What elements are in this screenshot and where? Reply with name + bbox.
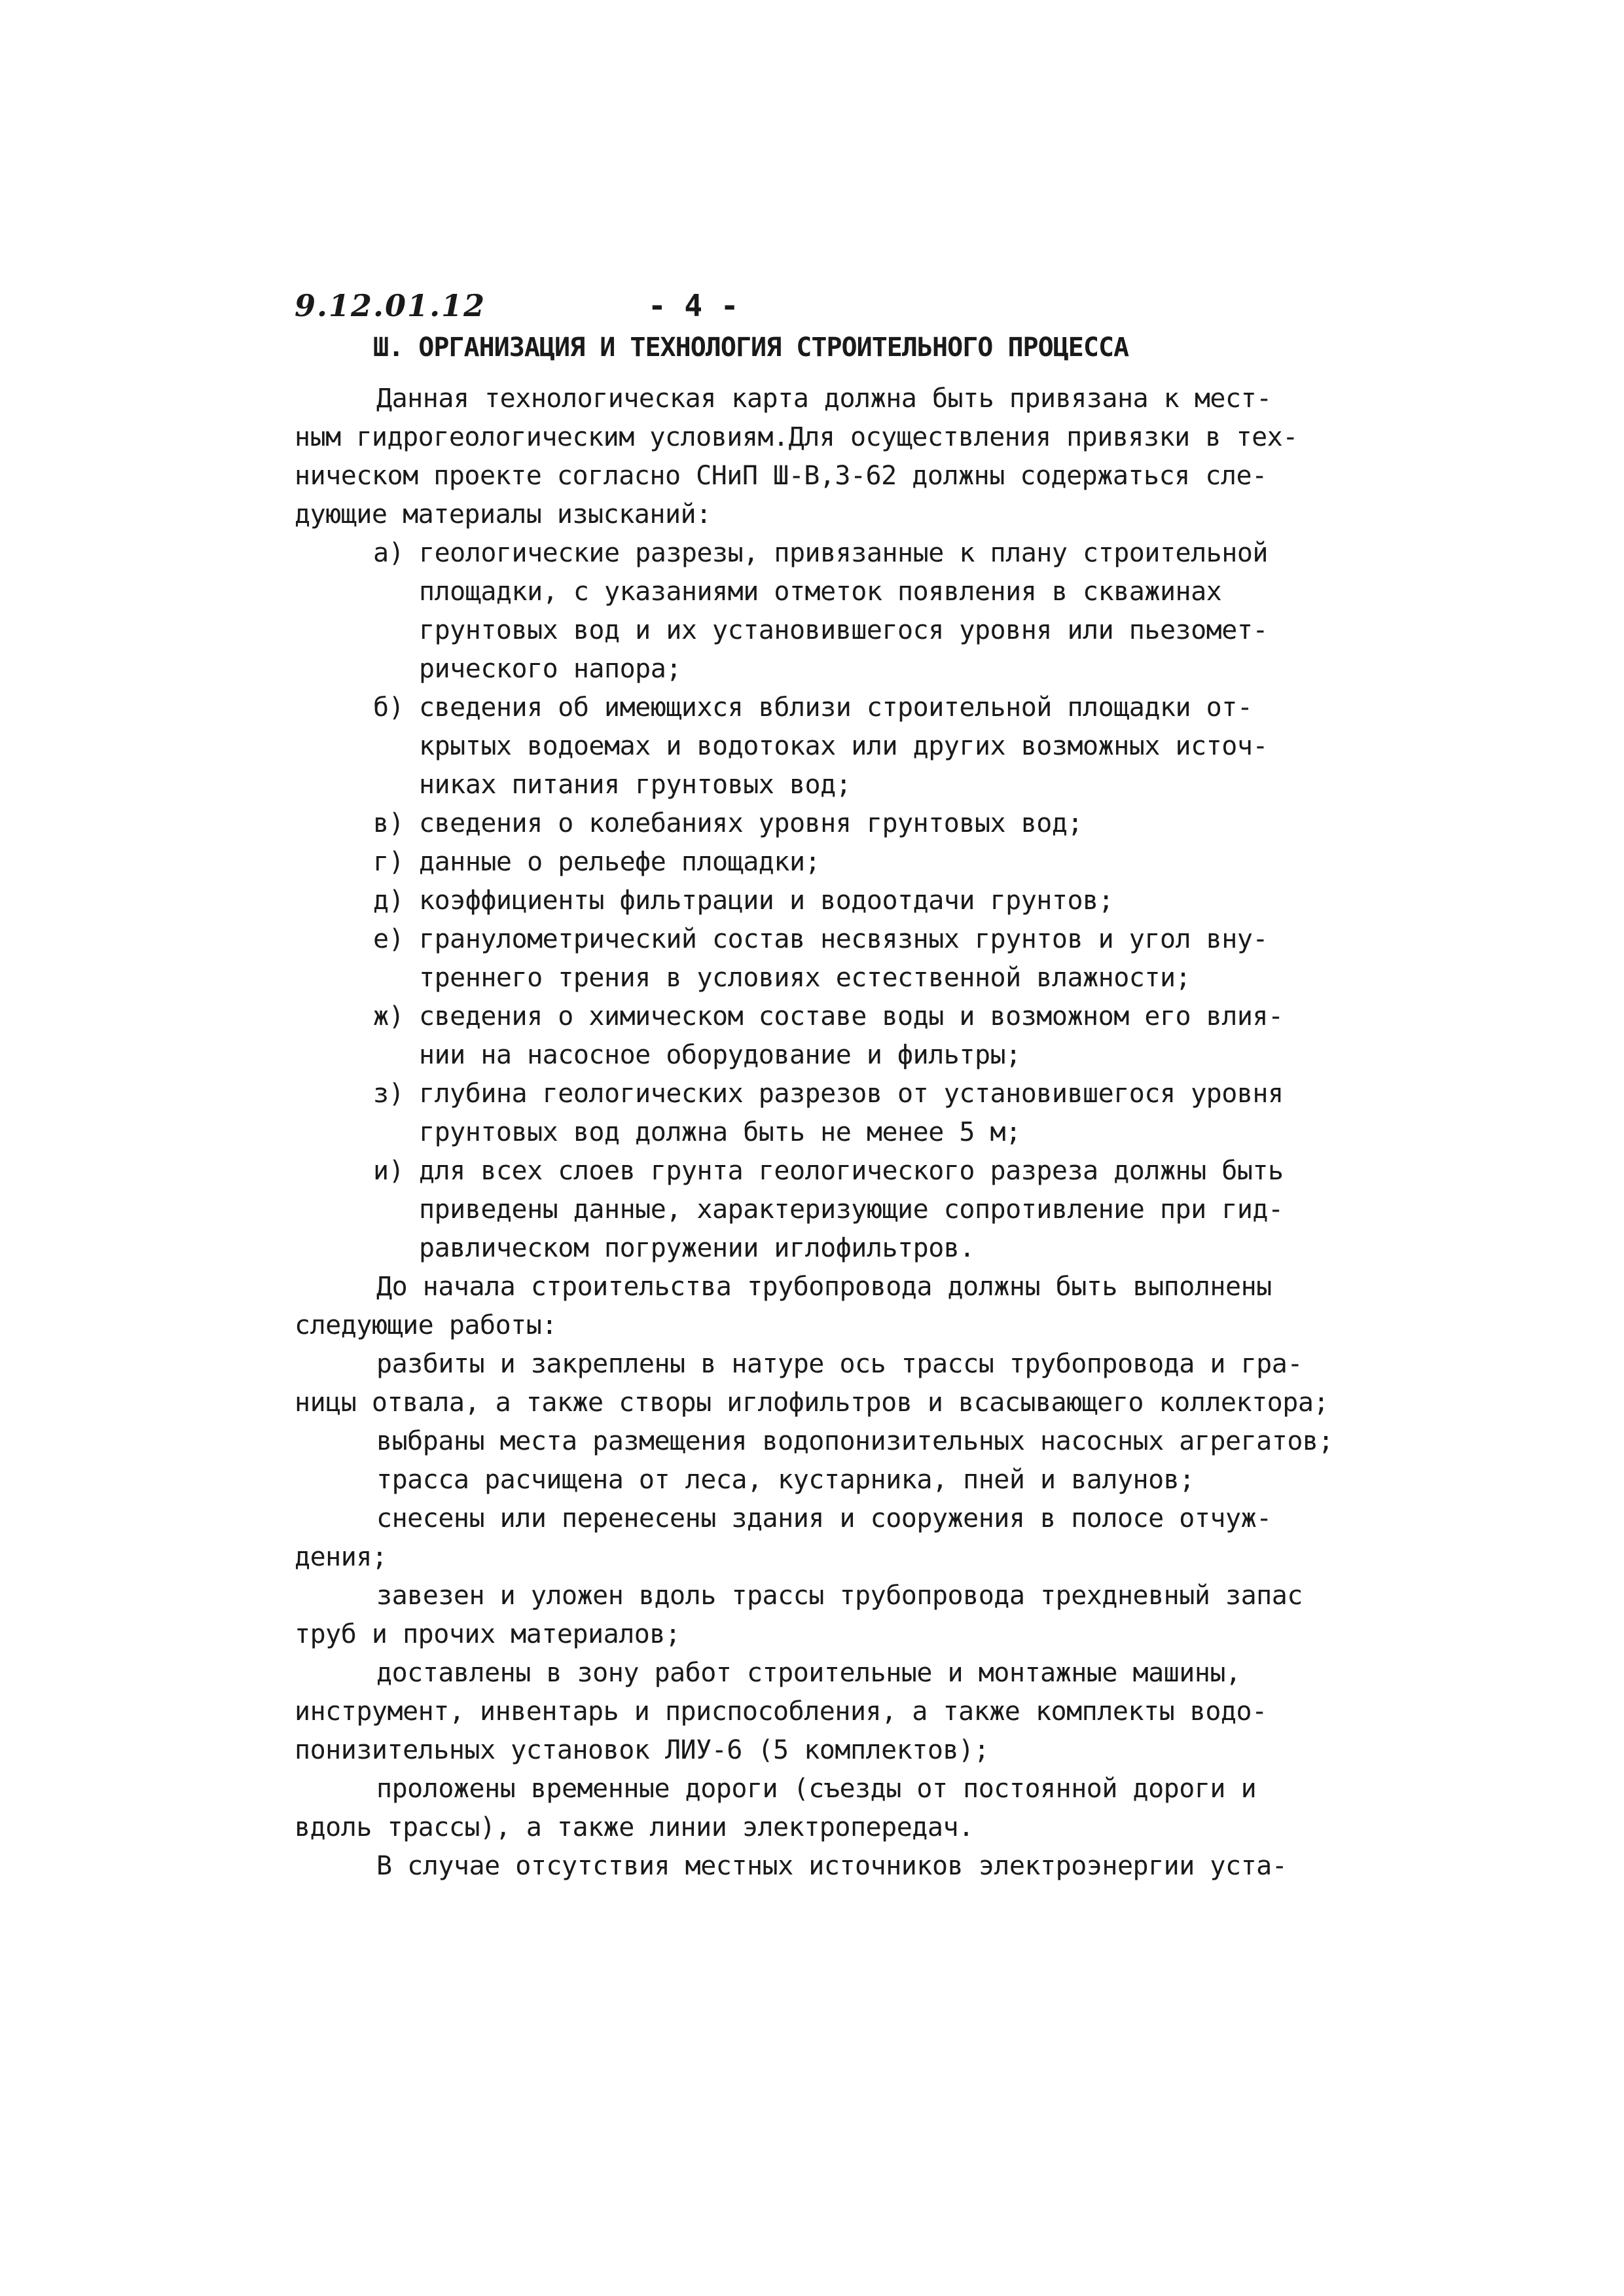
text-line: сведения о колебаниях уровня грунтовых вод; (419, 808, 1083, 838)
works-intro-paragraph (295, 1268, 1355, 1345)
list-item (295, 920, 1355, 997)
text-line: Данная технологическая карта должна быть привязана к мест- (376, 384, 1272, 414)
list-item (295, 1499, 1355, 1577)
list-item-label: з) (373, 1079, 405, 1109)
list-item (295, 689, 1355, 804)
text-line: До начала строительства трубопровода должны быть выполнены (376, 1272, 1272, 1302)
text-line: нии на насосное оборудование и фильтры; (419, 1040, 1021, 1070)
list-item (295, 882, 1355, 920)
text-line: разбиты и закреплены в натуре ось трассы трубопровода и гра- (376, 1349, 1303, 1379)
text-line: дующие материалы изысканий: (295, 499, 712, 529)
text-line: никах питания грунтовых вод; (419, 770, 852, 800)
list-item (295, 997, 1355, 1075)
list-item (295, 1075, 1355, 1152)
requirements-list (295, 534, 1355, 1268)
list-item-label: а) (373, 538, 405, 568)
document-code: 9.12.01.12 (295, 288, 486, 323)
section-title: Ш. ОРГАНИЗАЦИЯ И ТЕХНОЛОГИЯ СТРОИТЕЛЬНОГО ПРОЦЕССА (373, 332, 1129, 363)
list-item (295, 843, 1355, 882)
text-line: ническом проекте согласно СНиП Ш-В,3-62 должны содержаться сле- (295, 461, 1267, 491)
list-item (295, 534, 1355, 689)
text-line: дения; (295, 1542, 388, 1572)
list-item (295, 1461, 1355, 1499)
list-item (295, 1345, 1355, 1422)
list-item (295, 1577, 1355, 1654)
list-item (295, 1152, 1355, 1268)
list-item-label: ж) (373, 1001, 405, 1031)
list-item-label: и) (373, 1156, 405, 1186)
text-line: трасса расчищена от леса, кустарника, пней и валунов; (376, 1465, 1195, 1495)
page-number: - 4 - (648, 288, 739, 323)
text-line: треннего трения в условиях естественной влажности; (419, 963, 1191, 993)
text-line: труб и прочих материалов; (295, 1619, 681, 1649)
text-line: проложены временные дороги (съезды от постоянной дороги и (376, 1774, 1257, 1804)
text-line: площадки, с указаниями отметок появления в скважинах (419, 577, 1222, 607)
body-text (295, 380, 1355, 1886)
list-item-label: г) (373, 847, 405, 877)
text-line: доставлены в зону работ строительные и монтажные машины, (376, 1658, 1241, 1688)
text-line: для всех слоев грунта геологического разреза должны быть (419, 1156, 1284, 1186)
list-item (295, 1422, 1355, 1461)
text-line: завезен и уложен вдоль трассы трубопровода трехдневный запас (376, 1581, 1303, 1611)
text-line: понизительных установок ЛИУ-6 (5 комплектов); (295, 1735, 990, 1765)
text-line: коэффициенты фильтрации и водоотдачи грунтов; (419, 886, 1114, 916)
list-item-label: б) (373, 692, 405, 723)
text-line: приведены данные, характеризующие сопротивление при гид- (419, 1194, 1284, 1225)
text-line: ным гидрогеологическим условиям.Для осуществления привязки в тех- (295, 422, 1298, 452)
list-item (295, 1770, 1355, 1847)
text-line: инструмент, инвентарь и приспособления, а также комплекты водо- (295, 1696, 1267, 1727)
list-item-label: в) (373, 808, 405, 838)
text-line: данные о рельефе площадки; (419, 847, 821, 877)
list-item (295, 804, 1355, 843)
text-line: грунтовых вод и их установившегося уровня или пьезомет- (419, 615, 1269, 645)
closing-line: В случае отсутствия местных источников электроэнергии уста- (376, 1851, 1288, 1881)
list-item (295, 1654, 1355, 1770)
text-line: рического напора; (419, 654, 681, 684)
text-line: ницы отвала, а также створы иглофильтров и всасывающего коллектора; (295, 1388, 1329, 1418)
text-line: выбраны места размещения водопонизительных насосных агрегатов; (376, 1426, 1334, 1456)
text-line: сведения о химическом составе воды и возможном его влия- (419, 1001, 1284, 1031)
text-line: геологические разрезы, привязанные к плану строительной (419, 538, 1269, 568)
text-line: грунтовых вод должна быть не менее 5 м; (419, 1117, 1021, 1147)
text-line: следующие работы: (295, 1310, 557, 1340)
text-line: крытых водоемах и водотоках или других возможных источ- (419, 731, 1269, 761)
text-line: гранулометрический состав несвязных грунтов и угол вну- (419, 924, 1269, 954)
text-line: снесены или перенесены здания и сооружения в полосе отчуж- (376, 1503, 1272, 1534)
list-item-label: д) (373, 886, 405, 916)
text-line: сведения об имеющихся вблизи строительной площадки от- (419, 692, 1253, 723)
list-item-label: е) (373, 924, 405, 954)
text-line: равлическом погружении иглофильтров. (419, 1233, 975, 1263)
text-line: вдоль трассы), а также линии электропередач. (295, 1812, 974, 1842)
intro-paragraph (295, 380, 1355, 534)
text-line: глубина геологических разрезов от установившегося уровня (419, 1079, 1284, 1109)
works-list (295, 1345, 1355, 1847)
